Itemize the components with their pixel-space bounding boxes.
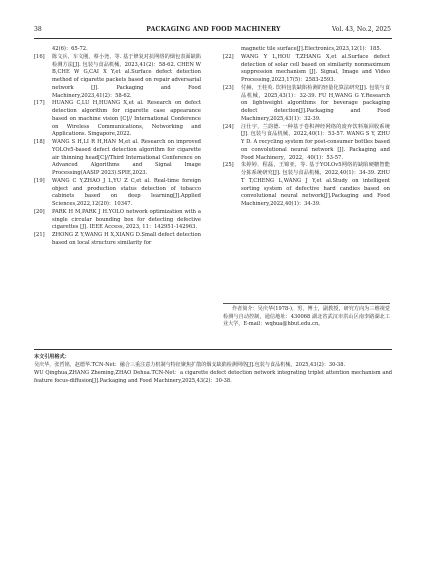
reference-item xyxy=(34,232,201,248)
volume-info: Vol. 43, No.2, 2025 xyxy=(331,26,391,33)
reference-text: ZHONG Z Y,WANG H X,XIANG D.Small defect detection based on local structure similarity for xyxy=(52,232,201,246)
reference-number: [22] xyxy=(223,53,234,60)
reference-continuation: magnetic tile surface[J].Electronics,2023,12(1)：185. xyxy=(241,46,382,52)
citation-format-block xyxy=(34,349,392,386)
running-header xyxy=(0,26,427,38)
reference-text: 付赫，王桂英. 饮料包装缺陷检测的轻量化算法研究[J]. 包装与食品机械，2025,43(1)：32-39. FU H,WANG G Y.Research on lightweight algorithms for beverage packaging defect detection[J].Packaging and Food Machinery,2025,43(1)：32-39. xyxy=(241,84,390,122)
citation-english: WU Qinghua,ZHANG Zheming,ZHAO Dehua.TCN-Net：a cigarette defect detection network integrating triplet attention mechanism and feature focus-diffusion[J].Packaging and Food Machinery,2025,43(2)：30-38. xyxy=(34,369,392,384)
reference-text: 陈文兵，车文刚，蔡小尧，等. 基于修复对抗网络的烟包表面缺陷检测方法[J]. 包装与食品机械，2023,41(2)：58-62. CHEN W B,CHE W G,CAI X Y,et al.Surface defect detection method of cigarette packets based on repair adversarial network [J]. Packaging and Food Machinery,2023,41(2)：58-62. xyxy=(52,53,201,99)
reference-text: 汪仕宇，兰韵德. 一种基于卷积神经网络的废弃饮料瓶回收系统[J]. 包装与食品机械，2022,40(1)：53-57. WANG S Y, ZHU Y D. A recycling system for post-consumer bottles based on convolutional neural network [J]. Packaging and Food Machinery，2022，40(1)：53-57. xyxy=(241,123,390,161)
reference-number: [23] xyxy=(223,84,234,91)
reference-item xyxy=(34,54,201,101)
reference-number: [16] xyxy=(34,53,45,60)
reference-text: WANG C Y,ZHAO J L,YU Z C,et al. Real-time foreign object and production status detection of tobacco cabinets based on deep learning[J].Applied Sciences,2022,12(20)：10347. xyxy=(52,177,201,207)
reference-number: [18] xyxy=(34,139,45,145)
reference-continuation: 42(6)：65-72. xyxy=(52,46,88,52)
reference-item xyxy=(34,209,201,232)
reference-text: WANG S H,LI R H,HAN M,et al. Research on improved YOLOv5-based defect detection algorithm for cigarette air thinning head[C]//Third International Conference on Advanced Algorithms and Signal Image Processing(AASIP 2023).SPIE,2023. xyxy=(52,139,201,176)
reference-number: [19] xyxy=(34,177,45,184)
reference-item xyxy=(34,100,201,139)
reference-number: [25] xyxy=(223,162,234,169)
references-left-column xyxy=(34,46,201,248)
header-rule xyxy=(34,38,392,39)
reference-item xyxy=(223,54,390,85)
reference-item xyxy=(223,85,390,124)
reference-item xyxy=(34,178,201,209)
reference-text: HUANG C,LU H,HUANG X,et al. Research on defect detection algorithm for cigarette case appearance based on machine vision [C]// International Conference on Wireless Communications, Networking and Applications. Singapore,2022. xyxy=(52,100,201,138)
page-number: 38 xyxy=(34,26,42,33)
citation-chinese: 吴庆华，张哲铭，赵德华.TCN-Net：融合三重注意力机制与特征聚焦扩散的烟支缺陷检测网络[J].包装与食品机械，2025,43(2)：30-38. xyxy=(34,361,346,368)
journal-title: PACKAGING AND FOOD MACHINERY xyxy=(146,26,281,33)
reference-item xyxy=(34,139,201,178)
reference-number: [17] xyxy=(34,100,45,107)
reference-number: [20] xyxy=(34,208,45,215)
references-right-column xyxy=(223,46,390,209)
reference-item xyxy=(223,162,390,209)
author-biography: 作者简介：吴庆华(1978-)，男，博士，副教授，研究方向为三维视觉检测与自动控制，通信地址：430068 湖北省武汉市洪山区南李路湖北工业大学，E-mail：wqhua@hbut.edu.cn。 xyxy=(223,303,390,329)
reference-text: WANG Y L,HOU T,ZHANG X,et al.Surface defect detection of solar cell based on similarity nonmaximum suppression mechanism [J]. Signal, Image and Video Processing,2023,17(5)：2583-2593. xyxy=(241,53,390,83)
reference-text: PARK H M,PARK J H.YOLO network optimization with a single circular bounding box for detecting defective cigarettes [J]. IEEE Access, 2023, 11：142951-142963. xyxy=(52,208,201,231)
citation-heading: 本文引用格式： xyxy=(34,354,70,360)
reference-number: [21] xyxy=(34,232,45,238)
reference-item xyxy=(223,124,390,163)
reference-number: [24] xyxy=(223,123,234,130)
reference-text: 朱婷婷，程磊，王锦亚，等. 基于YOLOv5网络的缺陷硬糖智能分拣系统研究[J]. 包装与食品机械，2022,40(1)：34-39. ZHU T T,CHENG L,WANG J Y,et al.Study on intelligent sorting system of defective hard candies based on convolutional neural network[J].Packaging and Food Machinery,2022,40(1)：34-39. xyxy=(241,162,390,207)
